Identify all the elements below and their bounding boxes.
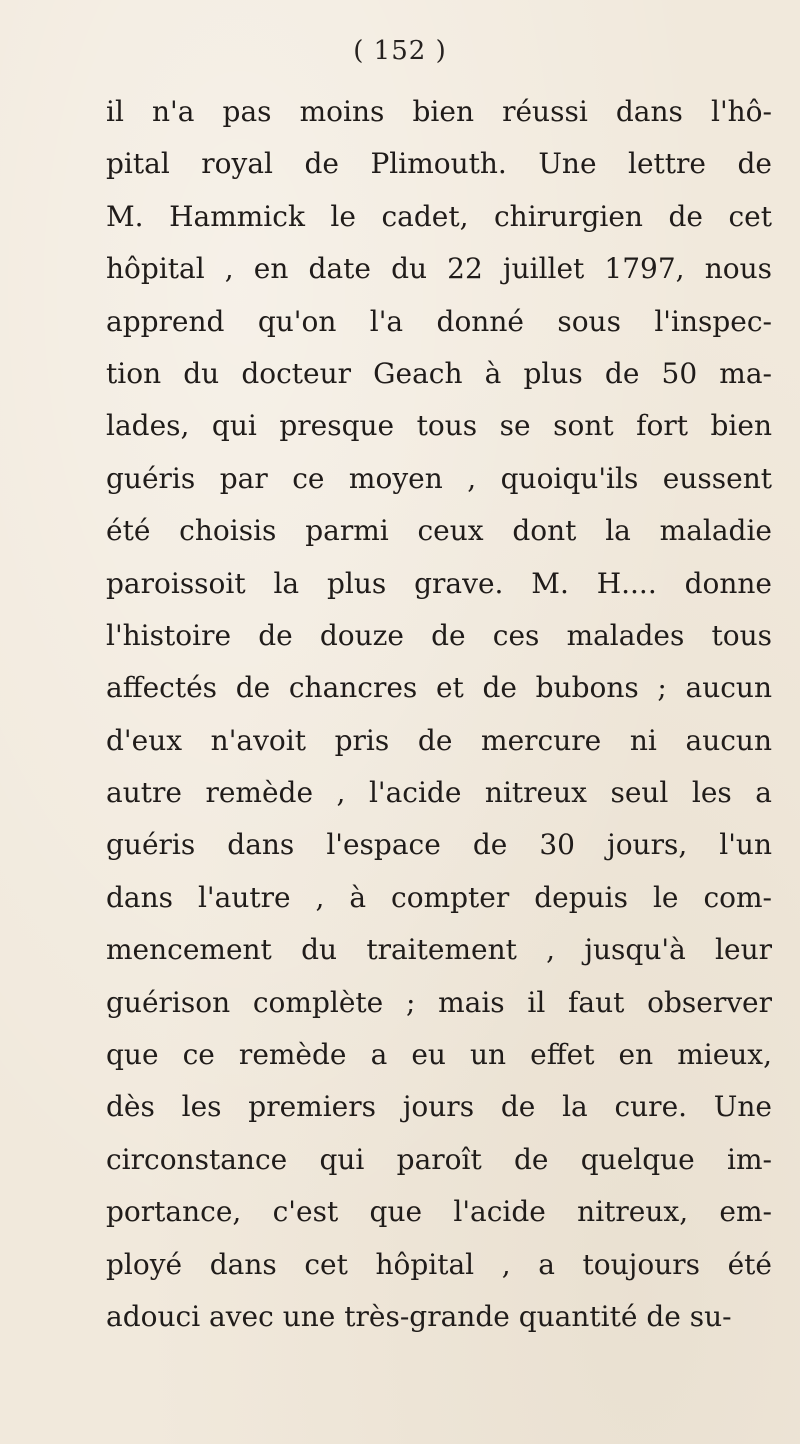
text-line: affectés de chancres et de bubons ; aucun xyxy=(106,671,772,705)
text-line: guéris dans l'espace de 30 jours, l'un xyxy=(106,828,772,862)
text-line: hôpital , en date du 22 juillet 1797, nous xyxy=(106,252,772,286)
text-line: portance, c'est que l'acide nitreux, em- xyxy=(106,1195,772,1229)
text-line: d'eux n'avoit pris de mercure ni aucun xyxy=(106,723,772,757)
text-line: dès les premiers jours de la cure. Une xyxy=(106,1090,772,1124)
text-line: pital royal de Plimouth. Une lettre de xyxy=(106,147,772,181)
text-line: guéris par ce moyen , quoiqu'ils eussent xyxy=(106,461,772,495)
text-line: lades, qui presque tous se sont fort bien xyxy=(106,409,772,443)
text-line: autre remède , l'acide nitreux seul les a xyxy=(106,776,772,810)
text-line: guérison complète ; mais il faut observer xyxy=(106,985,772,1019)
text-line: que ce remède a eu un effet en mieux, xyxy=(106,1038,772,1072)
text-line: tion du docteur Geach à plus de 50 ma- xyxy=(106,356,772,390)
text-line: M. Hammick le cadet, chirurgien de cet xyxy=(106,199,772,233)
text-line: circonstance qui paroît de quelque im- xyxy=(106,1142,772,1176)
text-line: il n'a pas moins bien réussi dans l'hô- xyxy=(106,95,772,128)
text-line: adouci avec une très-grande quantité de su- xyxy=(106,1299,732,1333)
text-line: dans l'autre , à compter depuis le com- xyxy=(106,880,772,914)
text-line: paroissoit la plus grave. M. H.... donne xyxy=(106,566,772,600)
page-number: ( 152 ) xyxy=(353,36,447,66)
body-text xyxy=(106,86,772,1343)
text-line: mencement du traitement , jusqu'à leur xyxy=(106,933,772,967)
text-line: l'histoire de douze de ces malades tous xyxy=(106,618,772,652)
text-line: ployé dans cet hôpital , a toujours été xyxy=(106,1247,772,1281)
text-line: apprend qu'on l'a donné sous l'inspec- xyxy=(106,304,772,338)
text-line: été choisis parmi ceux dont la maladie xyxy=(106,514,772,548)
